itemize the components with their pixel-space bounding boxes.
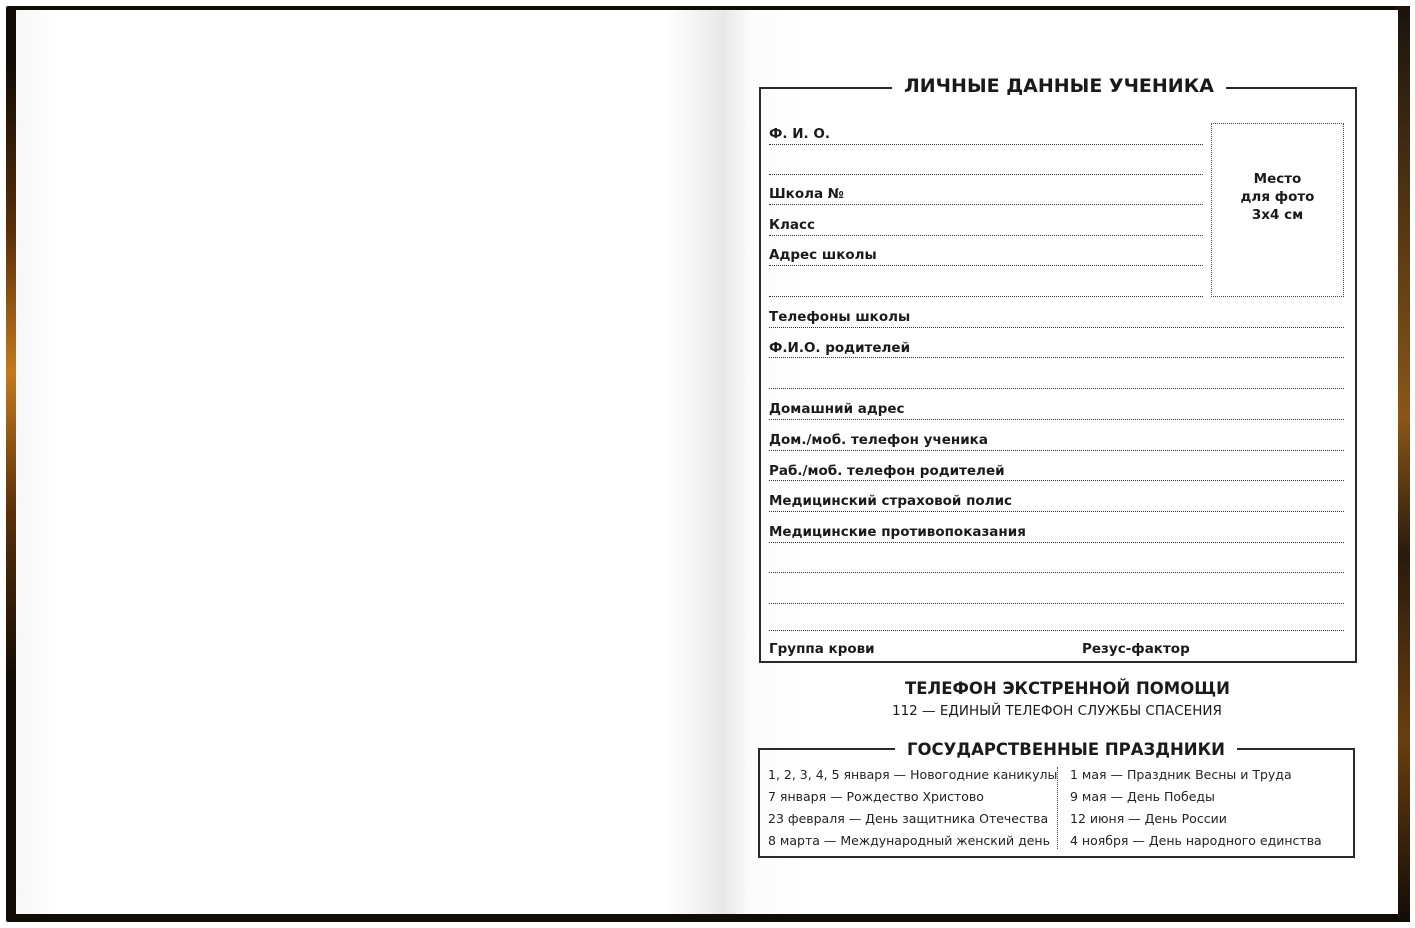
fill-line-insurance[interactable] bbox=[769, 511, 1344, 512]
label-parents-fio: Ф.И.О. родителей bbox=[769, 340, 911, 356]
photo-text-line1: Место bbox=[1253, 171, 1302, 187]
fill-line-fio-2[interactable] bbox=[769, 174, 1203, 175]
holiday-right-2: 9 мая — День Победы bbox=[1070, 789, 1215, 804]
holiday-right-1: 1 мая — Праздник Весны и Труда bbox=[1070, 767, 1292, 782]
fill-line-contraindications-4[interactable] bbox=[769, 630, 1344, 631]
fill-line-school-phones[interactable] bbox=[769, 327, 1344, 328]
holiday-left-3: 23 февраля — День защитника Отечества bbox=[768, 811, 1049, 826]
label-school-address: Адрес школы bbox=[769, 247, 877, 263]
emergency-title: ТЕЛЕФОН ЭКСТРЕННОЙ ПОМОЩИ bbox=[905, 679, 1230, 698]
holidays-title: ГОСУДАРСТВЕННЫЕ ПРАЗДНИКИ bbox=[895, 739, 1237, 761]
holiday-right-4: 4 ноября — День народного единства bbox=[1070, 833, 1322, 848]
right-page bbox=[722, 10, 1398, 914]
fill-line-school-no[interactable] bbox=[769, 204, 1203, 205]
label-class: Класс bbox=[769, 217, 816, 233]
fill-line-fio[interactable] bbox=[769, 144, 1203, 145]
holidays-column-divider bbox=[1057, 767, 1058, 849]
fill-line-parents-phone[interactable] bbox=[769, 480, 1344, 481]
photo-placeholder bbox=[1211, 123, 1344, 297]
label-school-no: Школа № bbox=[769, 186, 845, 202]
left-page-blank bbox=[16, 10, 722, 914]
photo-text-line3: 3х4 см bbox=[1251, 207, 1304, 223]
holiday-left-4: 8 марта — Международный женский день bbox=[768, 833, 1050, 848]
fill-line-contraindications[interactable] bbox=[769, 542, 1344, 543]
fill-line-parents-fio-2[interactable] bbox=[769, 388, 1344, 389]
fill-line-contraindications-2[interactable] bbox=[769, 572, 1344, 573]
emergency-subtitle: 112 — ЕДИНЫЙ ТЕЛЕФОН СЛУЖБЫ СПАСЕНИЯ bbox=[892, 703, 1222, 719]
holiday-left-1: 1, 2, 3, 4, 5 января — Новогодние каникулы bbox=[768, 767, 1058, 782]
label-contraindications: Медицинские противопоказания bbox=[769, 524, 1026, 540]
fill-line-school-address[interactable] bbox=[769, 265, 1203, 266]
student-data-title: ЛИЧНЫЕ ДАННЫЕ УЧЕНИКА bbox=[892, 74, 1226, 98]
fill-line-school-address-2[interactable] bbox=[769, 296, 1203, 297]
label-school-phones: Телефоны школы bbox=[769, 309, 911, 325]
label-student-phone: Дом./моб. телефон ученика bbox=[769, 432, 988, 448]
label-blood-group: Группа крови bbox=[769, 641, 875, 657]
label-home-address: Домашний адрес bbox=[769, 401, 905, 417]
fill-line-parents-fio[interactable] bbox=[769, 357, 1344, 358]
label-parents-phone: Раб./моб. телефон родителей bbox=[769, 463, 1005, 479]
fill-line-student-phone[interactable] bbox=[769, 450, 1344, 451]
label-rh-factor: Резус-фактор bbox=[1082, 641, 1190, 657]
holiday-left-2: 7 января — Рождество Христово bbox=[768, 789, 984, 804]
holiday-right-3: 12 июня — День России bbox=[1070, 811, 1227, 826]
fill-line-class[interactable] bbox=[769, 235, 1203, 236]
photo-text-line2: для фото bbox=[1240, 189, 1315, 205]
fill-line-home-address[interactable] bbox=[769, 419, 1344, 420]
fill-line-contraindications-3[interactable] bbox=[769, 603, 1344, 604]
label-fio: Ф. И. О. bbox=[769, 126, 830, 142]
label-insurance: Медицинский страховой полис bbox=[769, 493, 1013, 509]
